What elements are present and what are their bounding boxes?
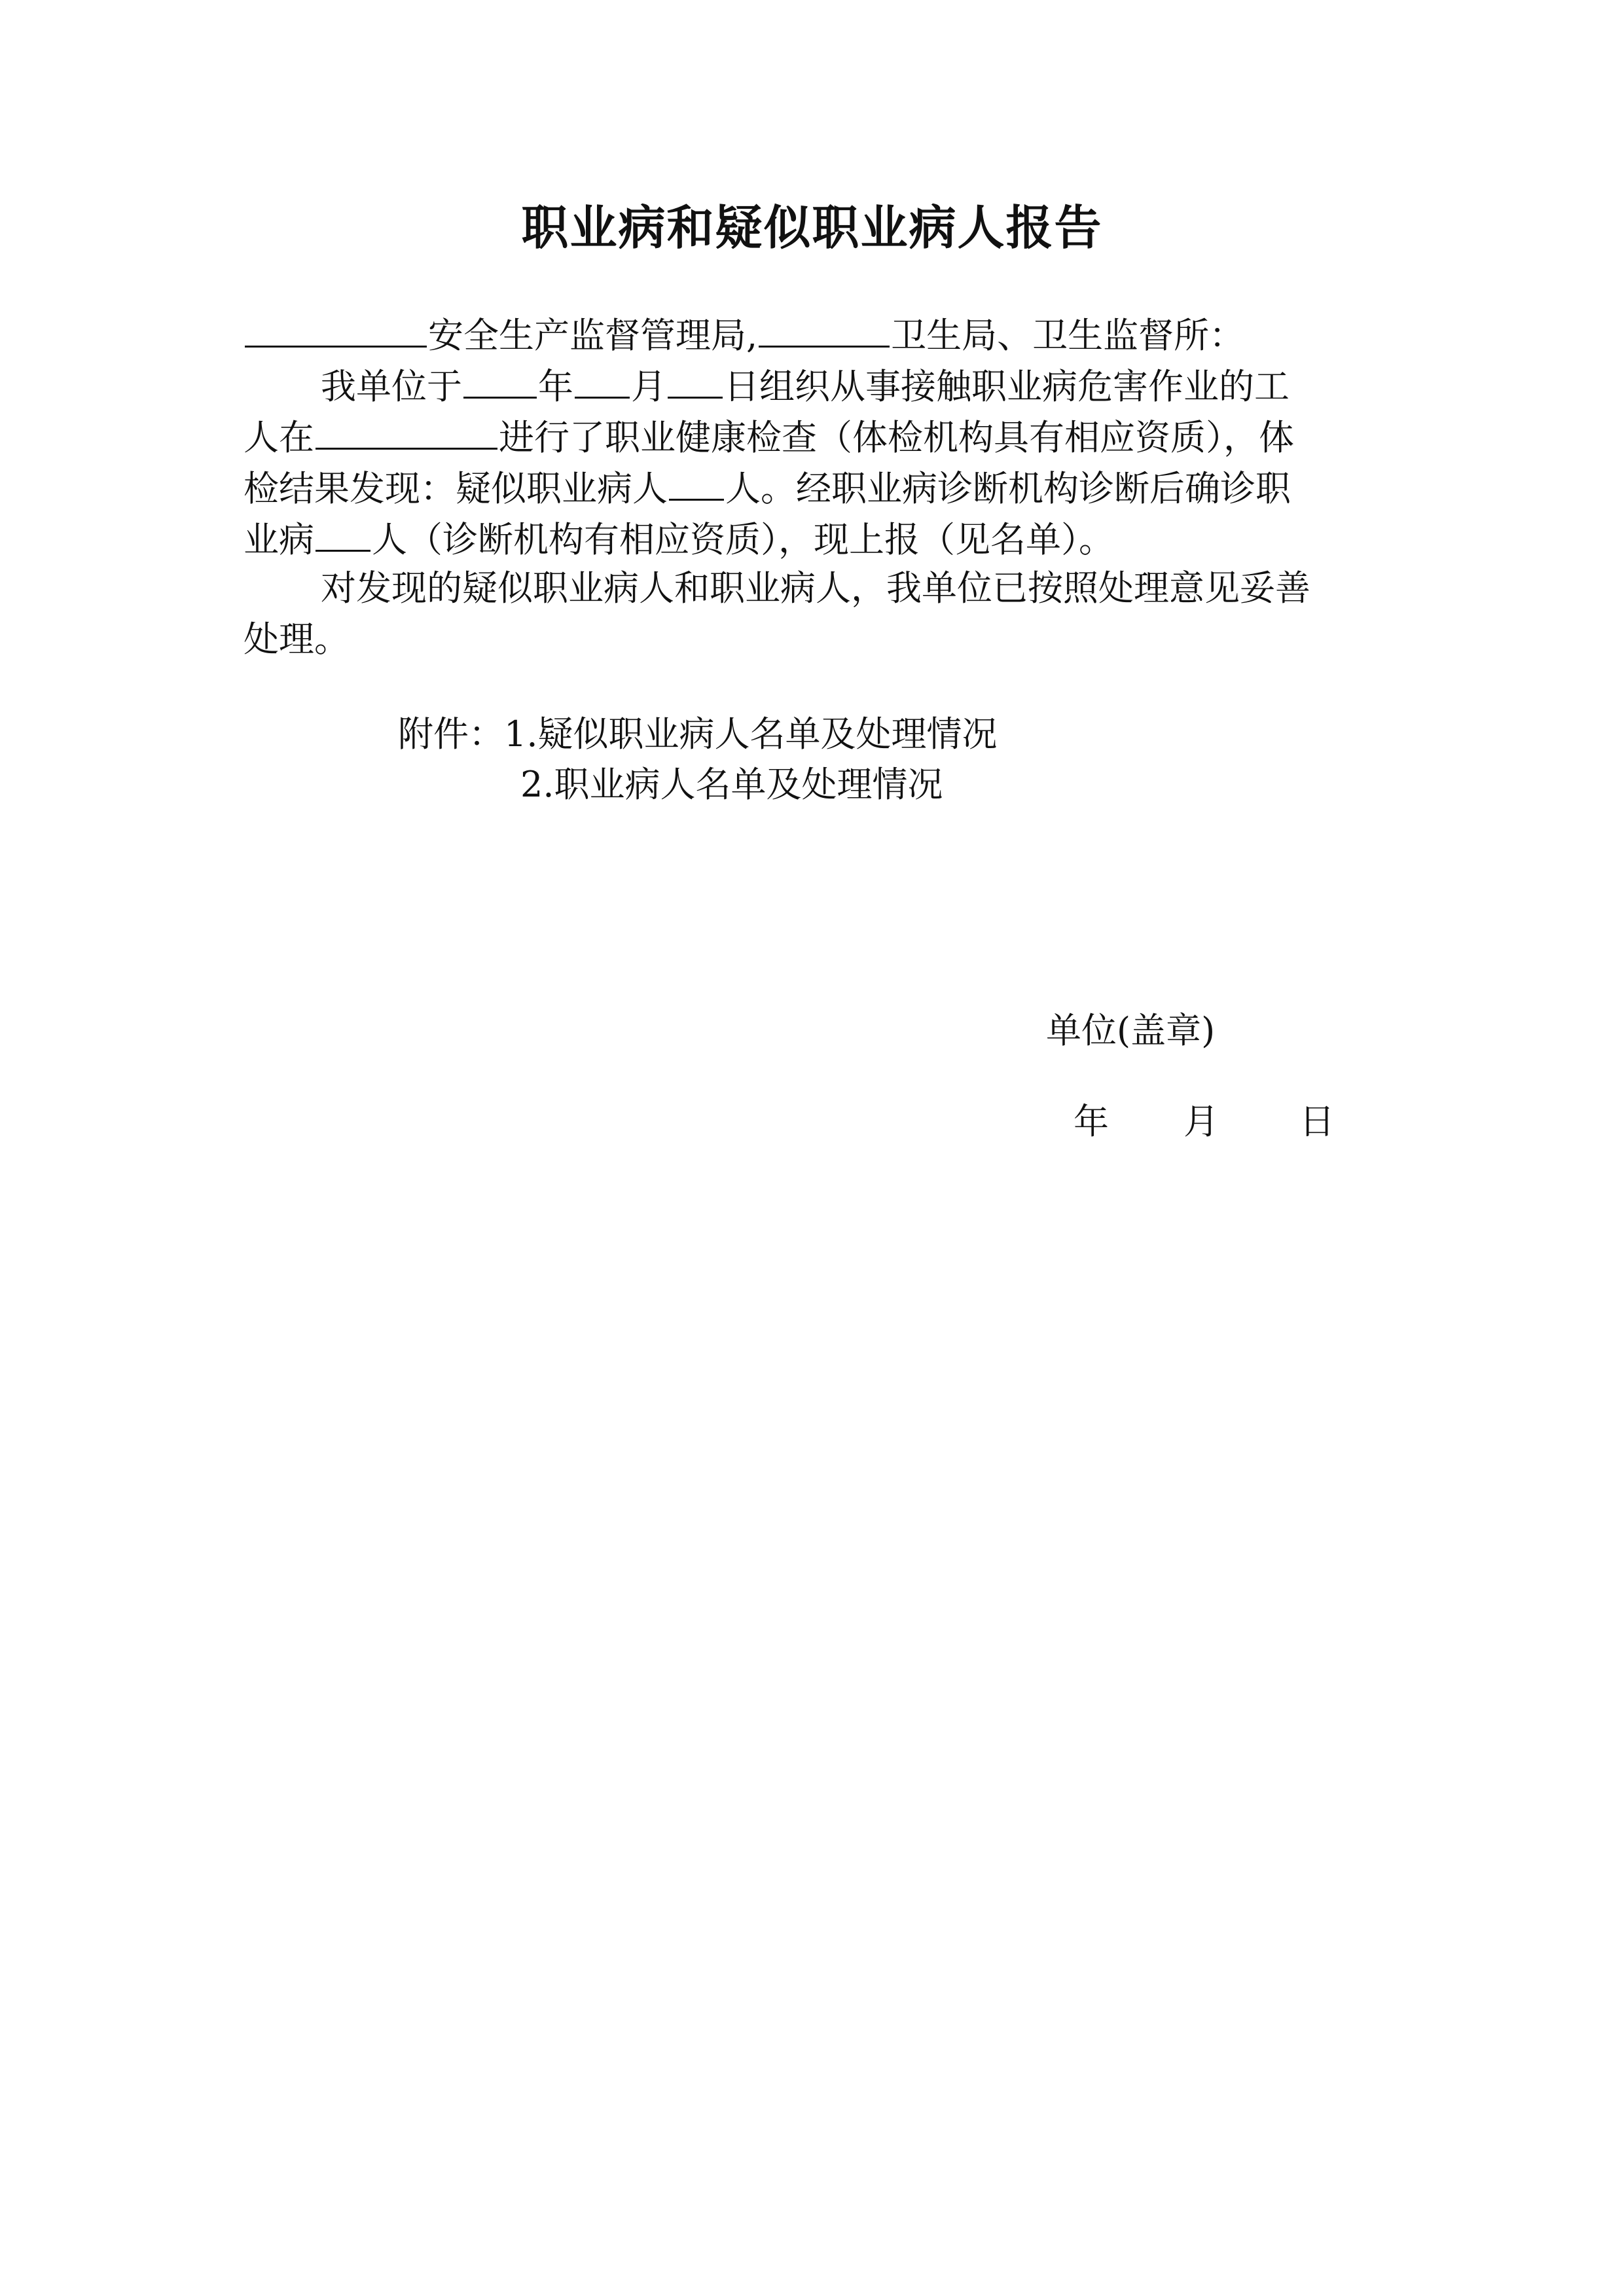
date-year-label: 年: [1074, 1101, 1109, 1142]
para1-text: 检结果发现：疑似职业病人: [244, 468, 668, 509]
blank-suspected-count[interactable]: [669, 461, 724, 501]
addressee-part1: 安全生产监督管理局,: [428, 315, 758, 356]
para1-text: 日组织从事接触职业病危害作业的工: [724, 366, 1290, 407]
para1-text: 月: [631, 366, 666, 407]
para1-line3: [244, 461, 1291, 514]
date-day-label: 日: [1299, 1101, 1335, 1142]
para1-text: 人（诊断机构有相应资质），现上报（见名单）。: [372, 519, 1114, 560]
para1-text: 业病: [244, 519, 314, 560]
attachment-item-2: 2.职业病人名单及处理情况: [520, 764, 943, 805]
blank-confirmed-count[interactable]: [316, 512, 370, 552]
blank-health-bureau-name[interactable]: [759, 308, 890, 348]
document-title: 职业病和疑似职业病人报告: [521, 200, 1103, 255]
blank-day[interactable]: [668, 359, 723, 399]
blank-exam-location[interactable]: [316, 410, 497, 450]
para1-line4: [244, 512, 1114, 565]
para1-text: 年: [538, 366, 573, 407]
addressee-part2: 卫生局、卫生监督所：: [891, 315, 1245, 356]
para1-text: 人在: [244, 417, 314, 458]
blank-month[interactable]: [575, 359, 630, 399]
para1-line2: [244, 410, 1294, 463]
blank-year[interactable]: [463, 359, 537, 399]
para2-line1: 对发现的疑似职业病人和职业病人，我单位已按照处理意见妥善: [321, 567, 1310, 609]
addressee-line: [244, 308, 1244, 361]
blank-bureau-name[interactable]: [245, 308, 427, 348]
para2-line2: 处理。: [244, 619, 350, 660]
seal-label: 单位(盖章): [1046, 1010, 1216, 1051]
para1-text: 我单位于: [321, 366, 462, 407]
para1-text: 人。经职业病诊断机构诊断后确诊职: [725, 468, 1291, 509]
para1-text: 进行了职业健康检查（体检机构具有相应资质），体: [499, 417, 1294, 458]
attachment-item-1: 附件：1.疑似职业病人名单及处理情况: [398, 713, 998, 755]
date-month-label: 月: [1183, 1101, 1219, 1142]
para1-line1: [321, 359, 1290, 412]
